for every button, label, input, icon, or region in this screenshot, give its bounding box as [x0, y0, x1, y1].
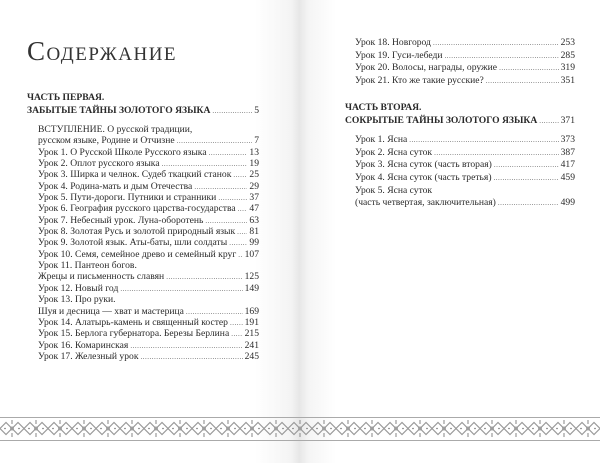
dot-leader [130, 341, 242, 352]
part-two-title: СОКРЫТЫЕ ТАЙНЫ ЗОЛОТОГО ЯЗЫКА [345, 114, 538, 126]
toc-entry[interactable] [38, 260, 259, 271]
entry-title: русском языке, Родине и Отчизне [38, 135, 175, 147]
entry-title: Урок 16. Комаринская [38, 339, 129, 351]
ornament-border [0, 417, 600, 441]
dot-leader [434, 148, 559, 159]
entry-title: Урок 21. Кто же такие русские? [355, 75, 484, 87]
entry-title: Урок 15. Берлога губернатора. Березы Берлина [38, 328, 230, 340]
toc-entry[interactable] [355, 159, 575, 172]
page-number: 459 [560, 172, 575, 184]
page-number: 81 [249, 226, 259, 238]
entry-title: Урок 5. Ясна суток [355, 184, 433, 196]
entry-title: Урок 4. Родина-мать и дым Отечества [38, 180, 193, 192]
toc-entry[interactable] [355, 37, 575, 50]
page-number: 245 [244, 350, 259, 362]
entry-title: Урок 2. Оплот русского языка [38, 158, 160, 170]
entry-title: Урок 13. Про руки. [38, 294, 116, 306]
page-number: 241 [244, 339, 259, 351]
page-number: 387 [560, 146, 575, 158]
toc-entry[interactable] [38, 226, 259, 237]
part-one-label: ЧАСТЬ ПЕРВАЯ. [27, 92, 105, 103]
toc-entry[interactable] [38, 147, 259, 158]
toc-entry[interactable] [38, 169, 259, 180]
dot-leader [486, 76, 559, 87]
entry-title: Урок 17. Железный урок [38, 350, 139, 362]
dot-leader [238, 204, 248, 215]
page-number: 5 [254, 104, 259, 116]
dot-leader [237, 227, 247, 238]
dot-leader [231, 329, 242, 340]
part-one-title: ЗАБЫТЫЕ ТАЙНЫ ЗОЛОТОГО ЯЗЫКА [27, 104, 211, 116]
dot-leader [230, 318, 243, 329]
page-number: 13 [249, 146, 259, 158]
entry-title: Урок 9. Золотой язык. Аты-баты, шли солдаты [38, 237, 228, 249]
entry-title: Урок 10. Семя, семейное древо и семейный круг [38, 248, 237, 260]
page-number: 169 [244, 305, 259, 317]
toc-entry[interactable] [355, 147, 575, 160]
page-number: 149 [244, 282, 259, 294]
dot-leader [433, 38, 559, 49]
page-number: 37 [249, 192, 259, 204]
entry-title: Урок 1. Ясна [355, 134, 408, 145]
dot-leader [238, 250, 242, 261]
toc-entry[interactable] [38, 158, 259, 169]
page-number: 373 [560, 134, 575, 145]
entry-title: Урок 7. Небесный урок. Луна-оборотень [38, 214, 204, 226]
toc-entry[interactable] [38, 124, 259, 135]
page-title: Содержание [27, 36, 178, 66]
toc-entry[interactable] [355, 50, 575, 63]
dot-leader [233, 170, 247, 181]
part-one-row [27, 105, 259, 118]
page-number: 417 [560, 159, 575, 171]
entry-title: Жрецы и письменность славян [38, 271, 165, 283]
toc-entry[interactable] [38, 294, 259, 305]
entry-title: Урок 18. Новгород [355, 37, 431, 48]
right-page [300, 0, 600, 463]
part-two-row [345, 115, 575, 128]
toc-entry[interactable] [355, 134, 575, 147]
toc-entry[interactable] [38, 181, 259, 192]
entry-title: Урок 4. Ясна суток (часть третья) [355, 172, 492, 184]
part-two-heading [345, 102, 575, 127]
page-number: 371 [560, 114, 575, 126]
page-number: 351 [560, 75, 575, 87]
page-number: 191 [244, 316, 259, 328]
page-number: 253 [560, 37, 575, 48]
dot-leader [409, 135, 558, 146]
toc-entry[interactable] [38, 249, 259, 260]
toc-list-right-top [355, 37, 575, 88]
page-number: 285 [560, 49, 575, 61]
page-number: 47 [249, 203, 259, 215]
entry-title: Урок 12. Новый год [38, 282, 119, 294]
ornament-pattern-icon [0, 418, 600, 439]
dot-leader [445, 51, 559, 62]
entry-title: Урок 19. Гуси-лебеди [355, 49, 443, 61]
entry-title: Шуя и десница — хват и мастерица [38, 305, 184, 317]
toc-entry[interactable] [38, 203, 259, 214]
toc-list-right [355, 134, 575, 210]
entry-title: Урок 3. Ширка и челнок. Судеб ткацкий станок [38, 169, 232, 181]
page-number: 107 [244, 248, 259, 260]
entry-title: (часть четвертая, заключительная) [355, 197, 496, 209]
dot-leader [499, 63, 559, 74]
entry-title: Урок 3. Ясна суток (часть вторая) [355, 159, 492, 171]
dot-leader [209, 148, 248, 159]
dot-leader [166, 272, 242, 283]
toc-entry[interactable] [38, 306, 259, 317]
dot-leader [494, 160, 559, 171]
toc-entry[interactable] [38, 237, 259, 248]
toc-entry[interactable] [38, 351, 259, 362]
toc-entry[interactable] [355, 172, 575, 185]
toc-entry[interactable] [38, 340, 259, 351]
page-number: 29 [249, 180, 259, 192]
page-number: 63 [249, 214, 259, 226]
toc-entry[interactable] [355, 197, 575, 210]
toc-entry[interactable] [38, 135, 259, 146]
toc-entry[interactable] [38, 283, 259, 294]
entry-title: Урок 5. Пути-дороги. Путники и странники [38, 192, 217, 204]
toc-entry[interactable] [355, 185, 575, 198]
toc-entry[interactable] [38, 271, 259, 282]
entry-title: Урок 14. Алатырь-камень и священный костер [38, 316, 228, 328]
toc-entry[interactable] [38, 328, 259, 339]
toc-entry[interactable] [38, 192, 259, 203]
toc-entry[interactable] [355, 75, 575, 88]
dot-leader [120, 284, 242, 295]
dot-leader [494, 173, 559, 184]
entry-title: Урок 6. География русского царства-государства [38, 203, 236, 215]
toc-entry[interactable] [38, 317, 259, 328]
part-one-heading [27, 92, 259, 117]
entry-title: ВСТУПЛЕНИЕ. О русской традиции, [38, 124, 193, 135]
toc-list-left [38, 124, 259, 362]
entry-title: Урок 20. Волосы, награды, оружие [355, 62, 498, 74]
entry-title: Урок 1. О Русской Школе Русского языка [38, 146, 207, 158]
dot-leader [140, 352, 242, 363]
page-number: 125 [244, 271, 259, 283]
toc-entry[interactable] [38, 215, 259, 226]
page-number: 99 [249, 237, 259, 249]
toc-entry[interactable] [355, 62, 575, 75]
entry-title: Урок 8. Золотая Русь и золотой природный язык [38, 226, 236, 238]
entry-title: Урок 11. Пантеон богов. [38, 260, 137, 272]
part-two-label: ЧАСТЬ ВТОРАЯ. [345, 102, 422, 113]
page-number: 215 [244, 328, 259, 340]
page-number: 25 [249, 169, 259, 181]
page-number: 7 [254, 135, 259, 147]
page-number: 319 [560, 62, 575, 74]
page-number: 19 [249, 158, 259, 170]
page-number: 499 [560, 197, 575, 209]
dot-leader [498, 198, 559, 209]
entry-title: Урок 2. Ясна суток [355, 146, 433, 158]
